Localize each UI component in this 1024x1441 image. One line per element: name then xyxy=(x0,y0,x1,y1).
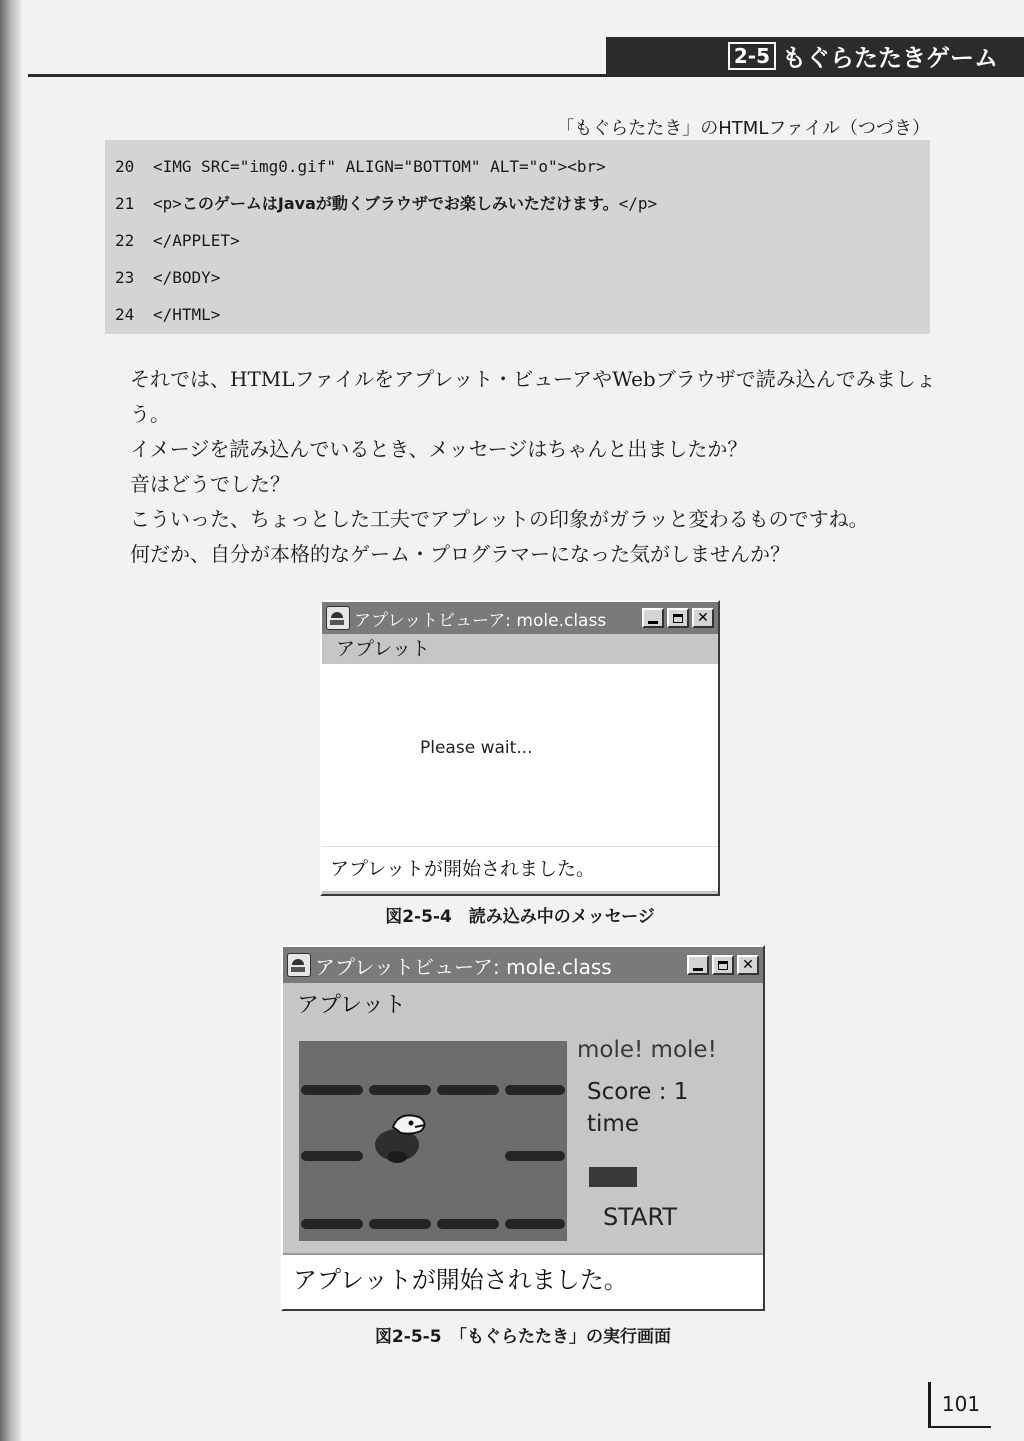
mole-hole xyxy=(369,1219,431,1229)
paragraph: こういった、ちょっとした工夫でアプレットの印象がガラッと変わるものですね。 xyxy=(130,507,869,531)
applet-area xyxy=(322,664,718,846)
minimize-icon xyxy=(693,968,703,971)
score-display: Score : 1 xyxy=(587,1079,689,1105)
window-titlebar xyxy=(283,947,763,983)
start-button[interactable]: START xyxy=(603,1203,678,1231)
code-line xyxy=(105,222,930,259)
close-button[interactable] xyxy=(737,955,759,975)
mole-hole xyxy=(301,1151,363,1161)
code-line xyxy=(105,296,930,333)
code-text: </APPLET> xyxy=(153,231,240,250)
code-text-emphasis: このゲームはJavaが動くブラウザでお楽しみいただけます。 xyxy=(181,194,619,213)
mole-hole xyxy=(437,1219,499,1229)
maximize-button[interactable] xyxy=(712,955,734,975)
time-label: time xyxy=(587,1111,639,1137)
close-icon: ✕ xyxy=(697,610,709,626)
code-text: </BODY> xyxy=(153,268,221,287)
minimize-button[interactable] xyxy=(642,608,664,628)
code-text: <IMG SRC="img0.gif" ALIGN="BOTTOM" ALT="o"><br> xyxy=(153,157,606,176)
line-number: 20 xyxy=(115,157,135,176)
applet-viewer-icon xyxy=(326,606,350,630)
game-sidebar xyxy=(575,1029,745,1249)
page-number: 101 xyxy=(928,1382,991,1428)
paragraph: 音はどうでした？ xyxy=(130,472,290,496)
code-text: </HTML> xyxy=(153,305,221,324)
mole-hole xyxy=(437,1085,499,1095)
mole-hole xyxy=(369,1085,431,1095)
mole-hole xyxy=(301,1219,363,1229)
menu-applet[interactable]: アプレット xyxy=(297,993,406,1018)
line-number: 22 xyxy=(115,231,135,250)
mole-hole xyxy=(505,1085,565,1095)
header-rule xyxy=(28,74,1024,77)
mole-hole xyxy=(505,1219,565,1229)
close-icon: ✕ xyxy=(742,957,754,973)
mole-hole xyxy=(301,1085,363,1095)
paragraph: 何だか、自分が本格的なゲーム・プログラマーになった気がしませんか？ xyxy=(130,542,790,566)
time-remaining-bar xyxy=(589,1167,637,1187)
maximize-icon xyxy=(673,614,683,623)
status-bar: アプレットが開始されました。 xyxy=(322,846,718,891)
maximize-icon xyxy=(718,961,728,970)
close-button[interactable] xyxy=(692,608,714,628)
section-title: もぐらたたきゲーム xyxy=(782,44,998,72)
running-header xyxy=(606,37,1024,74)
paragraph: イメージを読み込んでいるとき、メッセージはちゃんと出ましたか？ xyxy=(130,437,748,461)
game-title: mole! mole! xyxy=(577,1037,717,1063)
figure-caption: 図2-5-5 「もぐらたたき」の実行画面 xyxy=(374,1327,672,1347)
listing-caption: 「もぐらたたき」のHTMLファイル（つづき） xyxy=(556,118,930,139)
line-number: 21 xyxy=(115,194,135,213)
mole-hole xyxy=(505,1151,565,1161)
window-title: アプレットビューア: mole.class xyxy=(354,610,607,631)
window-title: アプレットビューア: mole.class xyxy=(315,954,612,979)
minimize-icon xyxy=(648,621,658,624)
section-number: 2-5 xyxy=(728,42,776,70)
line-number: 24 xyxy=(115,305,135,324)
mole-field[interactable] xyxy=(299,1041,567,1241)
loading-message: Please wait... xyxy=(420,738,533,758)
figure-caption: 図2-5-4 読み込み中のメッセージ xyxy=(385,907,655,927)
code-line xyxy=(105,185,930,222)
code-line xyxy=(105,148,930,185)
line-number: 23 xyxy=(115,268,135,287)
minimize-button[interactable] xyxy=(687,955,709,975)
code-text: <p> xyxy=(153,194,182,213)
maximize-button[interactable] xyxy=(667,608,689,628)
code-listing xyxy=(105,140,930,334)
applet-viewer-window-loading xyxy=(320,600,720,896)
code-text: </p> xyxy=(618,194,658,213)
window-titlebar xyxy=(322,602,718,634)
game-panel xyxy=(283,1029,763,1253)
body-text xyxy=(106,362,936,572)
paragraph: それでは、HTMLファイルをアプレット・ビューアやWebブラウザで読み込んでみましょう。 xyxy=(130,367,936,426)
applet-viewer-window-game xyxy=(281,945,765,1311)
code-line xyxy=(105,259,930,296)
mole-icon[interactable] xyxy=(371,1109,431,1167)
applet-viewer-icon xyxy=(287,953,311,977)
status-bar: アプレットが開始されました。 xyxy=(283,1253,763,1309)
menu-applet[interactable]: アプレット xyxy=(336,638,431,660)
